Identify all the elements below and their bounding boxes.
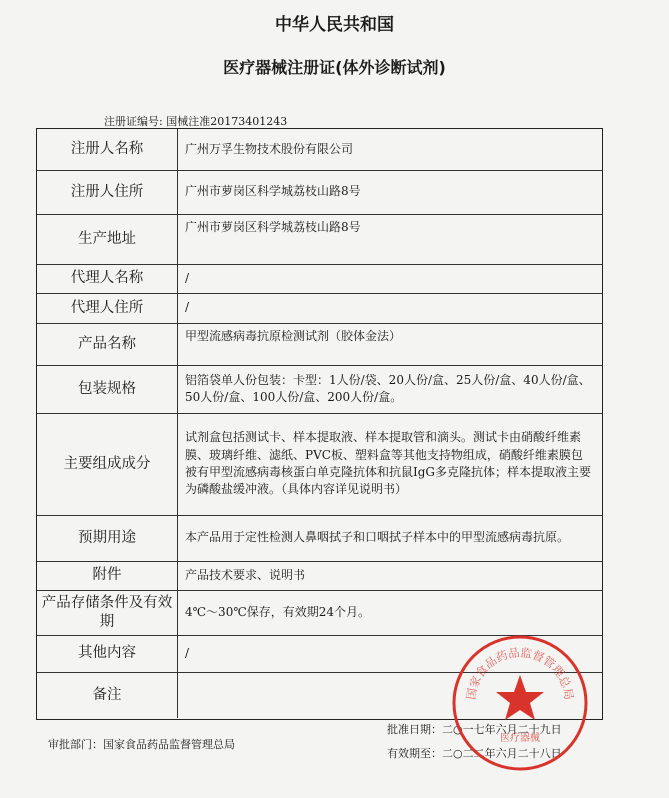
approval-department: 审批部门：国家食品药品监督管理总局 [48,738,235,751]
row-value: 产品技术要求、说明书 [185,567,306,582]
row-label: 附件 [37,561,178,590]
table-row [37,264,602,294]
row-label: 其他内容 [37,635,178,672]
seal-text-path: 国家食品药品监督管理总局 [463,645,577,701]
row-value: 铝箔袋单人份包装：卡型：1人份/袋、20人份/盒、25人份/盒、40人份/盒、50人份/盒、100人份/盒、200人份/盒。 [185,372,591,404]
table-row [37,170,602,215]
table-row [37,413,602,516]
row-value: 本产品用于定性检测人鼻咽拭子和口咽拭子样本中的甲型流感病毒抗原。 [185,530,570,545]
row-value: 试剂盒包括测试卡、样本提取液、样本提取管和滴头。测试卡由硝酸纤维素膜、玻璃纤维、滤纸、PVC板、塑料盒等其他支持物组成，硝酸纤维素膜包被有甲型流感病毒核蛋白单克隆抗体和抗鼠IgG多克隆抗体；样本提取液主要为磷酸盐缓冲液。（具体内容详见说明书） [185,430,592,497]
registration-number [104,113,287,129]
row-value: 广州市萝岗区科学城荔枝山路8号 [185,184,361,199]
table-row [37,515,602,562]
row-label: 包装规格 [37,365,178,413]
row-value: 广州万孚生物技术股份有限公司 [185,141,354,156]
table-row [37,129,602,171]
row-label: 预期用途 [37,515,178,561]
table-row [37,561,602,591]
row-label: 代理人住所 [37,293,178,323]
row-value: 广州市萝岗区科学城荔枝山路8号 [185,220,361,234]
row-value: / [185,645,190,660]
document-subtitle: 医疗器械注册证(体外诊断试剂) [223,58,446,77]
row-value: 4℃～30℃保存，有效期24个月。 [185,604,371,619]
row-label: 备注 [37,672,178,718]
valid-until: 有效期至：二○二二年六月二十八日 [387,747,562,760]
official-seal [450,633,590,773]
row-label: 代理人名称 [37,264,178,293]
row-label: 注册人住所 [37,170,178,214]
registration-number-value: 国械注准20173401243 [166,115,288,128]
row-label: 产品存储条件及有效期 [37,590,178,635]
row-label: 注册人名称 [37,129,178,170]
row-value: 甲型流感病毒抗原检测试剂（胶体金法） [185,329,402,343]
document-title: 中华人民共和国 [275,15,394,35]
row-label: 产品名称 [37,323,178,365]
row-label: 主要组成成分 [37,413,178,515]
approval-date: 批准日期：二○一七年六月二十九日 [387,723,562,736]
seal-star-icon [496,675,544,720]
table-row [37,323,602,366]
registration-table [36,128,603,720]
table-row [37,214,602,265]
row-value: / [185,300,190,315]
registration-number-label: 注册证编号: [104,115,163,128]
seal-inner-text: 医疗器械 [500,733,540,744]
row-label: 生产地址 [37,214,178,264]
table-row [37,590,602,636]
table-row [37,293,602,324]
row-value: / [185,270,190,285]
table-row [37,365,602,414]
